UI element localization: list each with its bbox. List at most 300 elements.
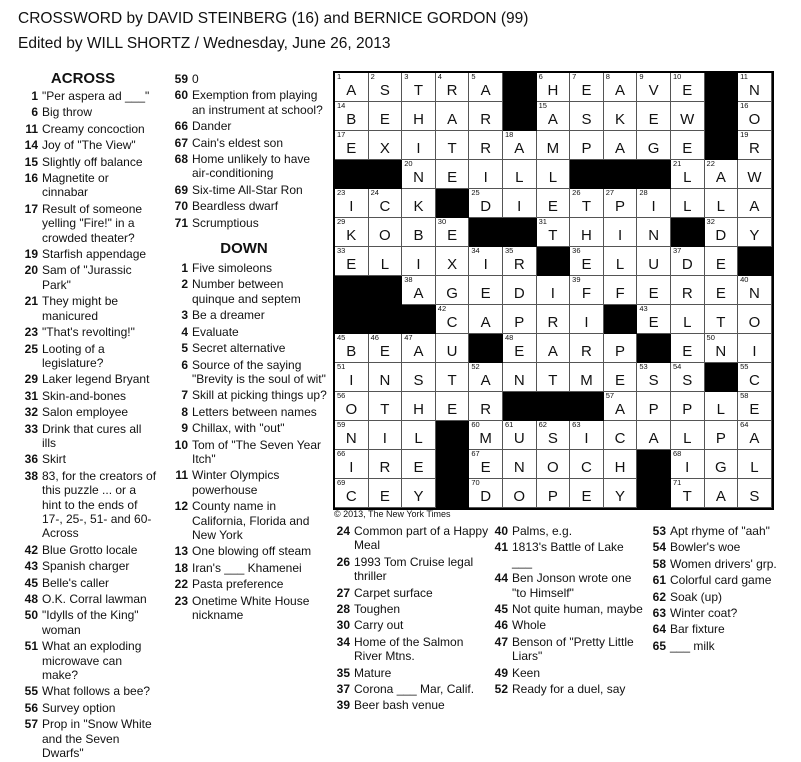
cell-number: 71	[672, 478, 682, 487]
grid-cell[interactable]	[570, 247, 604, 276]
black-square	[335, 160, 369, 189]
grid-cell[interactable]	[436, 363, 470, 392]
grid-cell[interactable]	[436, 160, 470, 189]
cell-letter: E	[581, 82, 592, 99]
cell-letter: C	[446, 314, 458, 331]
grid-cell[interactable]	[369, 73, 403, 102]
grid-cell[interactable]	[335, 189, 369, 218]
cell-letter: E	[346, 256, 357, 273]
grid-cell[interactable]	[637, 392, 671, 421]
grid-cell[interactable]	[671, 247, 705, 276]
clue-item	[8, 389, 158, 403]
clue-text: County name in California, Florida and New York	[192, 499, 310, 542]
grid-cell[interactable]	[570, 305, 604, 334]
cell-letter: I	[752, 343, 757, 360]
grid-cell[interactable]	[537, 160, 571, 189]
grid-cell[interactable]	[604, 247, 638, 276]
grid-cell[interactable]	[604, 102, 638, 131]
grid-cell[interactable]	[402, 131, 436, 160]
cell-letter: N	[513, 459, 525, 476]
cell-letter: O	[379, 227, 391, 244]
grid-cell[interactable]	[503, 189, 537, 218]
grid-cell[interactable]	[570, 450, 604, 479]
grid-cell[interactable]	[671, 392, 705, 421]
grid-cell[interactable]	[335, 218, 369, 247]
grid-cell[interactable]	[604, 479, 638, 508]
grid-cell[interactable]	[671, 305, 705, 334]
clue-number: 71	[174, 215, 188, 230]
clue-text: Not quite human, maybe	[512, 602, 643, 617]
crossword-grid	[333, 71, 774, 510]
clue-item	[160, 468, 328, 497]
cell-letter: G	[714, 459, 727, 476]
grid-cell[interactable]	[335, 479, 369, 508]
grid-cell[interactable]	[738, 334, 772, 363]
grid-cell[interactable]	[738, 73, 772, 102]
grid-cell[interactable]	[469, 450, 503, 479]
grid-cell[interactable]	[671, 450, 705, 479]
grid-cell[interactable]	[604, 363, 638, 392]
clue-text: Dander	[192, 119, 232, 134]
grid-cell[interactable]	[705, 160, 739, 189]
grid-cell[interactable]	[402, 218, 436, 247]
cell-letter: I	[483, 169, 488, 186]
grid-cell[interactable]	[436, 73, 470, 102]
grid-cell[interactable]	[738, 421, 772, 450]
grid-cell[interactable]	[570, 479, 604, 508]
cell-number: 37	[672, 246, 682, 255]
cell-letter: T	[447, 140, 457, 157]
cell-number: 9	[639, 72, 644, 81]
cell-letter: E	[413, 459, 424, 476]
grid-cell[interactable]	[503, 421, 537, 450]
grid-cell[interactable]	[335, 363, 369, 392]
clue-text: O.K. Corral lawman	[42, 592, 147, 606]
cell-letter: H	[581, 227, 592, 244]
cell-number: 69	[337, 478, 346, 487]
cell-letter: I	[416, 140, 421, 157]
grid-cell[interactable]	[738, 102, 772, 131]
clue-item	[8, 576, 158, 590]
clue-item	[330, 555, 490, 584]
clue-number: 6	[31, 105, 38, 120]
black-square	[637, 334, 671, 363]
grid-cell[interactable]	[436, 276, 470, 305]
grid-cell[interactable]	[335, 421, 369, 450]
grid-cell[interactable]	[604, 131, 638, 160]
grid-cell[interactable]	[738, 363, 772, 392]
grid-cell[interactable]	[335, 450, 369, 479]
grid-cell[interactable]	[671, 102, 705, 131]
grid-cell[interactable]	[705, 334, 739, 363]
grid-cell[interactable]	[402, 334, 436, 363]
grid-cell[interactable]	[469, 189, 503, 218]
grid-cell[interactable]	[671, 189, 705, 218]
clue-item	[488, 602, 646, 616]
grid-cell[interactable]	[738, 479, 772, 508]
grid-cell[interactable]	[671, 479, 705, 508]
grid-cell[interactable]	[469, 276, 503, 305]
grid-cell[interactable]	[369, 247, 403, 276]
cell-letter: P	[648, 401, 659, 418]
grid-cell[interactable]	[637, 363, 671, 392]
cell-letter: S	[682, 372, 693, 389]
grid-cell[interactable]	[604, 189, 638, 218]
grid-cell[interactable]	[402, 247, 436, 276]
grid-cell[interactable]	[637, 276, 671, 305]
grid-cell[interactable]	[537, 131, 571, 160]
black-square	[503, 218, 537, 247]
grid-cell[interactable]	[738, 160, 772, 189]
black-square	[637, 160, 671, 189]
cell-letter: C	[614, 430, 626, 447]
cell-letter: E	[447, 227, 458, 244]
grid-cell[interactable]	[469, 421, 503, 450]
grid-cell[interactable]	[369, 131, 403, 160]
clue-item	[646, 573, 796, 587]
grid-cell[interactable]	[503, 450, 537, 479]
cell-number: 28	[639, 188, 648, 197]
grid-cell[interactable]	[335, 102, 369, 131]
grid-cell[interactable]	[738, 392, 772, 421]
grid-cell[interactable]	[537, 363, 571, 392]
grid-cell[interactable]	[537, 479, 571, 508]
clue-item	[8, 138, 158, 152]
grid-cell[interactable]	[369, 102, 403, 131]
grid-cell[interactable]	[705, 450, 739, 479]
black-square	[369, 160, 403, 189]
grid-cell[interactable]	[537, 334, 571, 363]
grid-cell[interactable]	[402, 160, 436, 189]
grid-cell[interactable]	[402, 421, 436, 450]
grid-cell[interactable]	[604, 73, 638, 102]
clue-item	[160, 405, 328, 419]
black-square	[637, 479, 671, 508]
grid-cell[interactable]	[369, 218, 403, 247]
grid-cell[interactable]	[503, 247, 537, 276]
grid-cell[interactable]	[369, 334, 403, 363]
cell-letter: I	[617, 227, 623, 244]
grid-cell[interactable]	[705, 247, 739, 276]
grid-cell[interactable]	[369, 189, 403, 218]
clue-number: 1	[31, 89, 38, 103]
grid-cell[interactable]	[637, 305, 671, 334]
grid-cell[interactable]	[335, 73, 369, 102]
grid-cell[interactable]	[537, 276, 571, 305]
grid-cell[interactable]	[738, 305, 772, 334]
grid-cell[interactable]	[335, 334, 369, 363]
cell-number: 8	[605, 72, 610, 81]
grid-cell[interactable]	[604, 421, 638, 450]
grid-cell[interactable]	[537, 73, 571, 102]
cell-letter: E	[682, 140, 693, 157]
grid-cell[interactable]	[469, 131, 503, 160]
grid-cell[interactable]	[436, 131, 470, 160]
cell-letter: A	[648, 430, 659, 447]
grid-cell[interactable]	[537, 218, 571, 247]
clue-item	[646, 590, 796, 604]
grid-cell[interactable]	[503, 479, 537, 508]
cell-number: 18	[504, 130, 514, 139]
grid-cell[interactable]	[705, 305, 739, 334]
cell-letter: L	[716, 198, 725, 215]
clue-text: Source of the saying "Brevity is the soul of wit"	[192, 357, 326, 386]
grid-cell[interactable]	[637, 73, 671, 102]
clue-item	[488, 540, 646, 569]
grid-cell[interactable]	[469, 160, 503, 189]
clue-text: Five simoleons	[192, 261, 273, 276]
grid-cell[interactable]	[570, 73, 604, 102]
clue-text: ___ milk	[670, 638, 715, 653]
grid-cell[interactable]	[537, 305, 571, 334]
cell-letter: T	[581, 198, 592, 215]
grid-cell[interactable]	[537, 102, 571, 131]
grid-cell[interactable]	[705, 218, 739, 247]
clue-text: Winter Olympics powerhouse	[192, 468, 280, 497]
grid-cell[interactable]	[402, 392, 436, 421]
clue-number: 60	[174, 88, 188, 103]
grid-cell[interactable]	[436, 392, 470, 421]
clue-number: 53	[652, 524, 666, 538]
clue-text: Women drivers' grp.	[670, 556, 777, 571]
grid-cell[interactable]	[436, 334, 470, 363]
cell-letter: R	[581, 343, 592, 360]
cell-letter: V	[648, 82, 659, 99]
clue-item	[160, 308, 328, 322]
clue-number: 13	[174, 544, 188, 559]
cell-letter: E	[682, 343, 693, 360]
cell-number: 42	[437, 304, 447, 313]
cell-letter: A	[715, 169, 726, 186]
grid-cell[interactable]	[570, 102, 604, 131]
grid-cell[interactable]	[335, 247, 369, 276]
grid-cell[interactable]	[503, 363, 537, 392]
grid-cell[interactable]	[570, 131, 604, 160]
cell-letter: I	[349, 372, 354, 389]
grid-cell[interactable]	[402, 102, 436, 131]
clue-item	[488, 635, 646, 664]
black-square	[436, 421, 470, 450]
cell-number: 59	[337, 420, 346, 429]
grid-cell[interactable]	[705, 479, 739, 508]
grid-cell[interactable]	[469, 392, 503, 421]
clue-item	[8, 701, 158, 715]
clue-number: 37	[336, 682, 350, 697]
grid-cell[interactable]	[402, 189, 436, 218]
clue-text: Ready for a duel, say	[512, 682, 626, 697]
clue-text: Scrumptious	[192, 215, 259, 230]
clue-number: 5	[181, 341, 188, 356]
cell-letter: L	[716, 401, 725, 418]
clue-text: Sam of "Jurassic Park"	[42, 263, 132, 292]
black-square	[469, 334, 503, 363]
grid-cell[interactable]	[436, 247, 470, 276]
cell-letter: W	[747, 169, 762, 186]
cell-letter: E	[648, 285, 659, 302]
cell-letter: I	[416, 256, 421, 273]
cell-letter: L	[380, 256, 390, 273]
cell-number: 32	[706, 217, 715, 226]
clue-text: What follows a bee?	[42, 684, 151, 699]
grid-cell[interactable]	[503, 334, 537, 363]
clue-item	[8, 105, 158, 119]
grid-cell[interactable]	[503, 160, 537, 189]
clue-text: 1813's Battle of Lake ___	[512, 540, 624, 569]
cell-number: 63	[572, 420, 581, 429]
grid-cell[interactable]	[604, 218, 638, 247]
grid-cell[interactable]	[570, 276, 604, 305]
grid-cell[interactable]	[705, 189, 739, 218]
grid-cell[interactable]	[671, 160, 705, 189]
grid-cell[interactable]	[738, 131, 772, 160]
grid-cell[interactable]	[469, 363, 503, 392]
clue-item	[8, 543, 158, 557]
cell-number: 10	[672, 72, 682, 81]
cell-letter: A	[615, 401, 626, 418]
grid-cell[interactable]	[503, 131, 537, 160]
clue-number: 36	[24, 452, 38, 467]
grid-cell[interactable]	[469, 305, 503, 334]
grid-cell[interactable]	[604, 392, 638, 421]
grid-cell[interactable]	[402, 276, 436, 305]
black-square	[604, 305, 638, 334]
grid-cell[interactable]	[637, 247, 671, 276]
clue-number: 11	[25, 121, 38, 136]
grid-cell[interactable]	[469, 102, 503, 131]
grid-cell[interactable]	[570, 218, 604, 247]
grid-cell[interactable]	[335, 392, 369, 421]
grid-cell[interactable]	[469, 73, 503, 102]
grid-cell[interactable]	[369, 363, 403, 392]
down-heading: DOWN	[220, 240, 268, 258]
black-square	[537, 392, 571, 421]
grid-cell[interactable]	[469, 479, 503, 508]
clue-number: 68	[174, 152, 188, 167]
clue-number: 69	[174, 182, 188, 197]
cell-letter: A	[749, 430, 760, 447]
grid-cell[interactable]	[671, 363, 705, 392]
grid-cell[interactable]	[402, 363, 436, 392]
clue-text: Carry out	[354, 618, 404, 633]
black-square	[570, 160, 604, 189]
clue-number: 41	[494, 540, 508, 555]
grid-cell[interactable]	[604, 334, 638, 363]
cell-number: 19	[740, 130, 749, 139]
cell-letter: D	[681, 256, 693, 273]
grid-cell[interactable]	[738, 450, 772, 479]
grid-cell[interactable]	[637, 131, 671, 160]
grid-cell[interactable]	[570, 421, 604, 450]
grid-cell[interactable]	[637, 421, 671, 450]
clue-number: 42	[24, 542, 38, 557]
cell-letter: U	[446, 343, 458, 360]
clue-item	[160, 277, 328, 306]
grid-cell[interactable]	[503, 276, 537, 305]
cell-letter: E	[447, 169, 458, 186]
clue-item	[330, 635, 490, 664]
grid-cell[interactable]	[335, 131, 369, 160]
clue-text: Letters between names	[192, 404, 317, 419]
cell-number: 34	[471, 246, 480, 255]
clue-number: 10	[174, 437, 188, 452]
cell-letter: P	[682, 401, 693, 418]
grid-cell[interactable]	[537, 450, 571, 479]
grid-cell[interactable]	[570, 363, 604, 392]
black-square	[335, 276, 369, 305]
black-square	[503, 392, 537, 421]
grid-cell[interactable]	[705, 421, 739, 450]
grid-cell[interactable]	[705, 392, 739, 421]
cell-letter: P	[715, 430, 726, 447]
grid-cell[interactable]	[671, 73, 705, 102]
cell-letter: P	[547, 488, 558, 505]
clue-item	[160, 421, 328, 435]
cell-letter: R	[446, 82, 458, 99]
cell-letter: F	[615, 285, 625, 302]
grid-cell[interactable]	[402, 73, 436, 102]
grid-cell[interactable]	[369, 479, 403, 508]
grid-cell[interactable]	[738, 276, 772, 305]
clue-item	[160, 152, 328, 181]
grid-cell[interactable]	[671, 334, 705, 363]
cell-letter: E	[581, 256, 592, 273]
clue-number: 43	[24, 559, 38, 574]
grid-cell[interactable]	[503, 305, 537, 334]
cell-letter: B	[346, 111, 357, 128]
grid-cell[interactable]	[570, 334, 604, 363]
clue-text: 1993 Tom Cruise legal thriller	[354, 554, 474, 584]
grid-cell[interactable]	[671, 421, 705, 450]
grid-cell[interactable]	[570, 189, 604, 218]
clue-number: 48	[24, 592, 38, 606]
grid-cell[interactable]	[671, 276, 705, 305]
grid-cell[interactable]	[436, 102, 470, 131]
grid-cell[interactable]	[436, 218, 470, 247]
grid-cell[interactable]	[604, 276, 638, 305]
clue-text: Colorful card game	[670, 573, 772, 588]
grid-cell[interactable]	[402, 450, 436, 479]
grid-cell[interactable]	[369, 421, 403, 450]
grid-cell[interactable]	[637, 218, 671, 247]
grid-cell[interactable]	[637, 189, 671, 218]
clue-number: 9	[181, 421, 188, 436]
cell-letter: R	[547, 314, 559, 331]
grid-cell[interactable]	[436, 305, 470, 334]
grid-cell[interactable]	[637, 102, 671, 131]
cell-number: 48	[504, 333, 514, 342]
cell-number: 55	[740, 362, 749, 371]
clue-item	[488, 666, 646, 680]
clue-number: 26	[336, 554, 350, 569]
clue-item	[646, 622, 796, 636]
cell-number: 51	[337, 362, 346, 371]
cell-letter: A	[547, 111, 558, 128]
grid-cell[interactable]	[469, 247, 503, 276]
cell-letter: L	[683, 314, 692, 331]
clue-number: 51	[24, 639, 38, 654]
grid-cell[interactable]	[369, 392, 403, 421]
grid-cell[interactable]	[537, 421, 571, 450]
grid-cell[interactable]	[738, 189, 772, 218]
grid-cell[interactable]	[671, 131, 705, 160]
grid-cell[interactable]	[738, 218, 772, 247]
grid-cell[interactable]	[402, 479, 436, 508]
grid-cell[interactable]	[705, 276, 739, 305]
cell-letter: R	[749, 140, 760, 157]
grid-cell[interactable]	[369, 450, 403, 479]
grid-cell[interactable]	[537, 189, 571, 218]
grid-cell[interactable]	[604, 450, 638, 479]
